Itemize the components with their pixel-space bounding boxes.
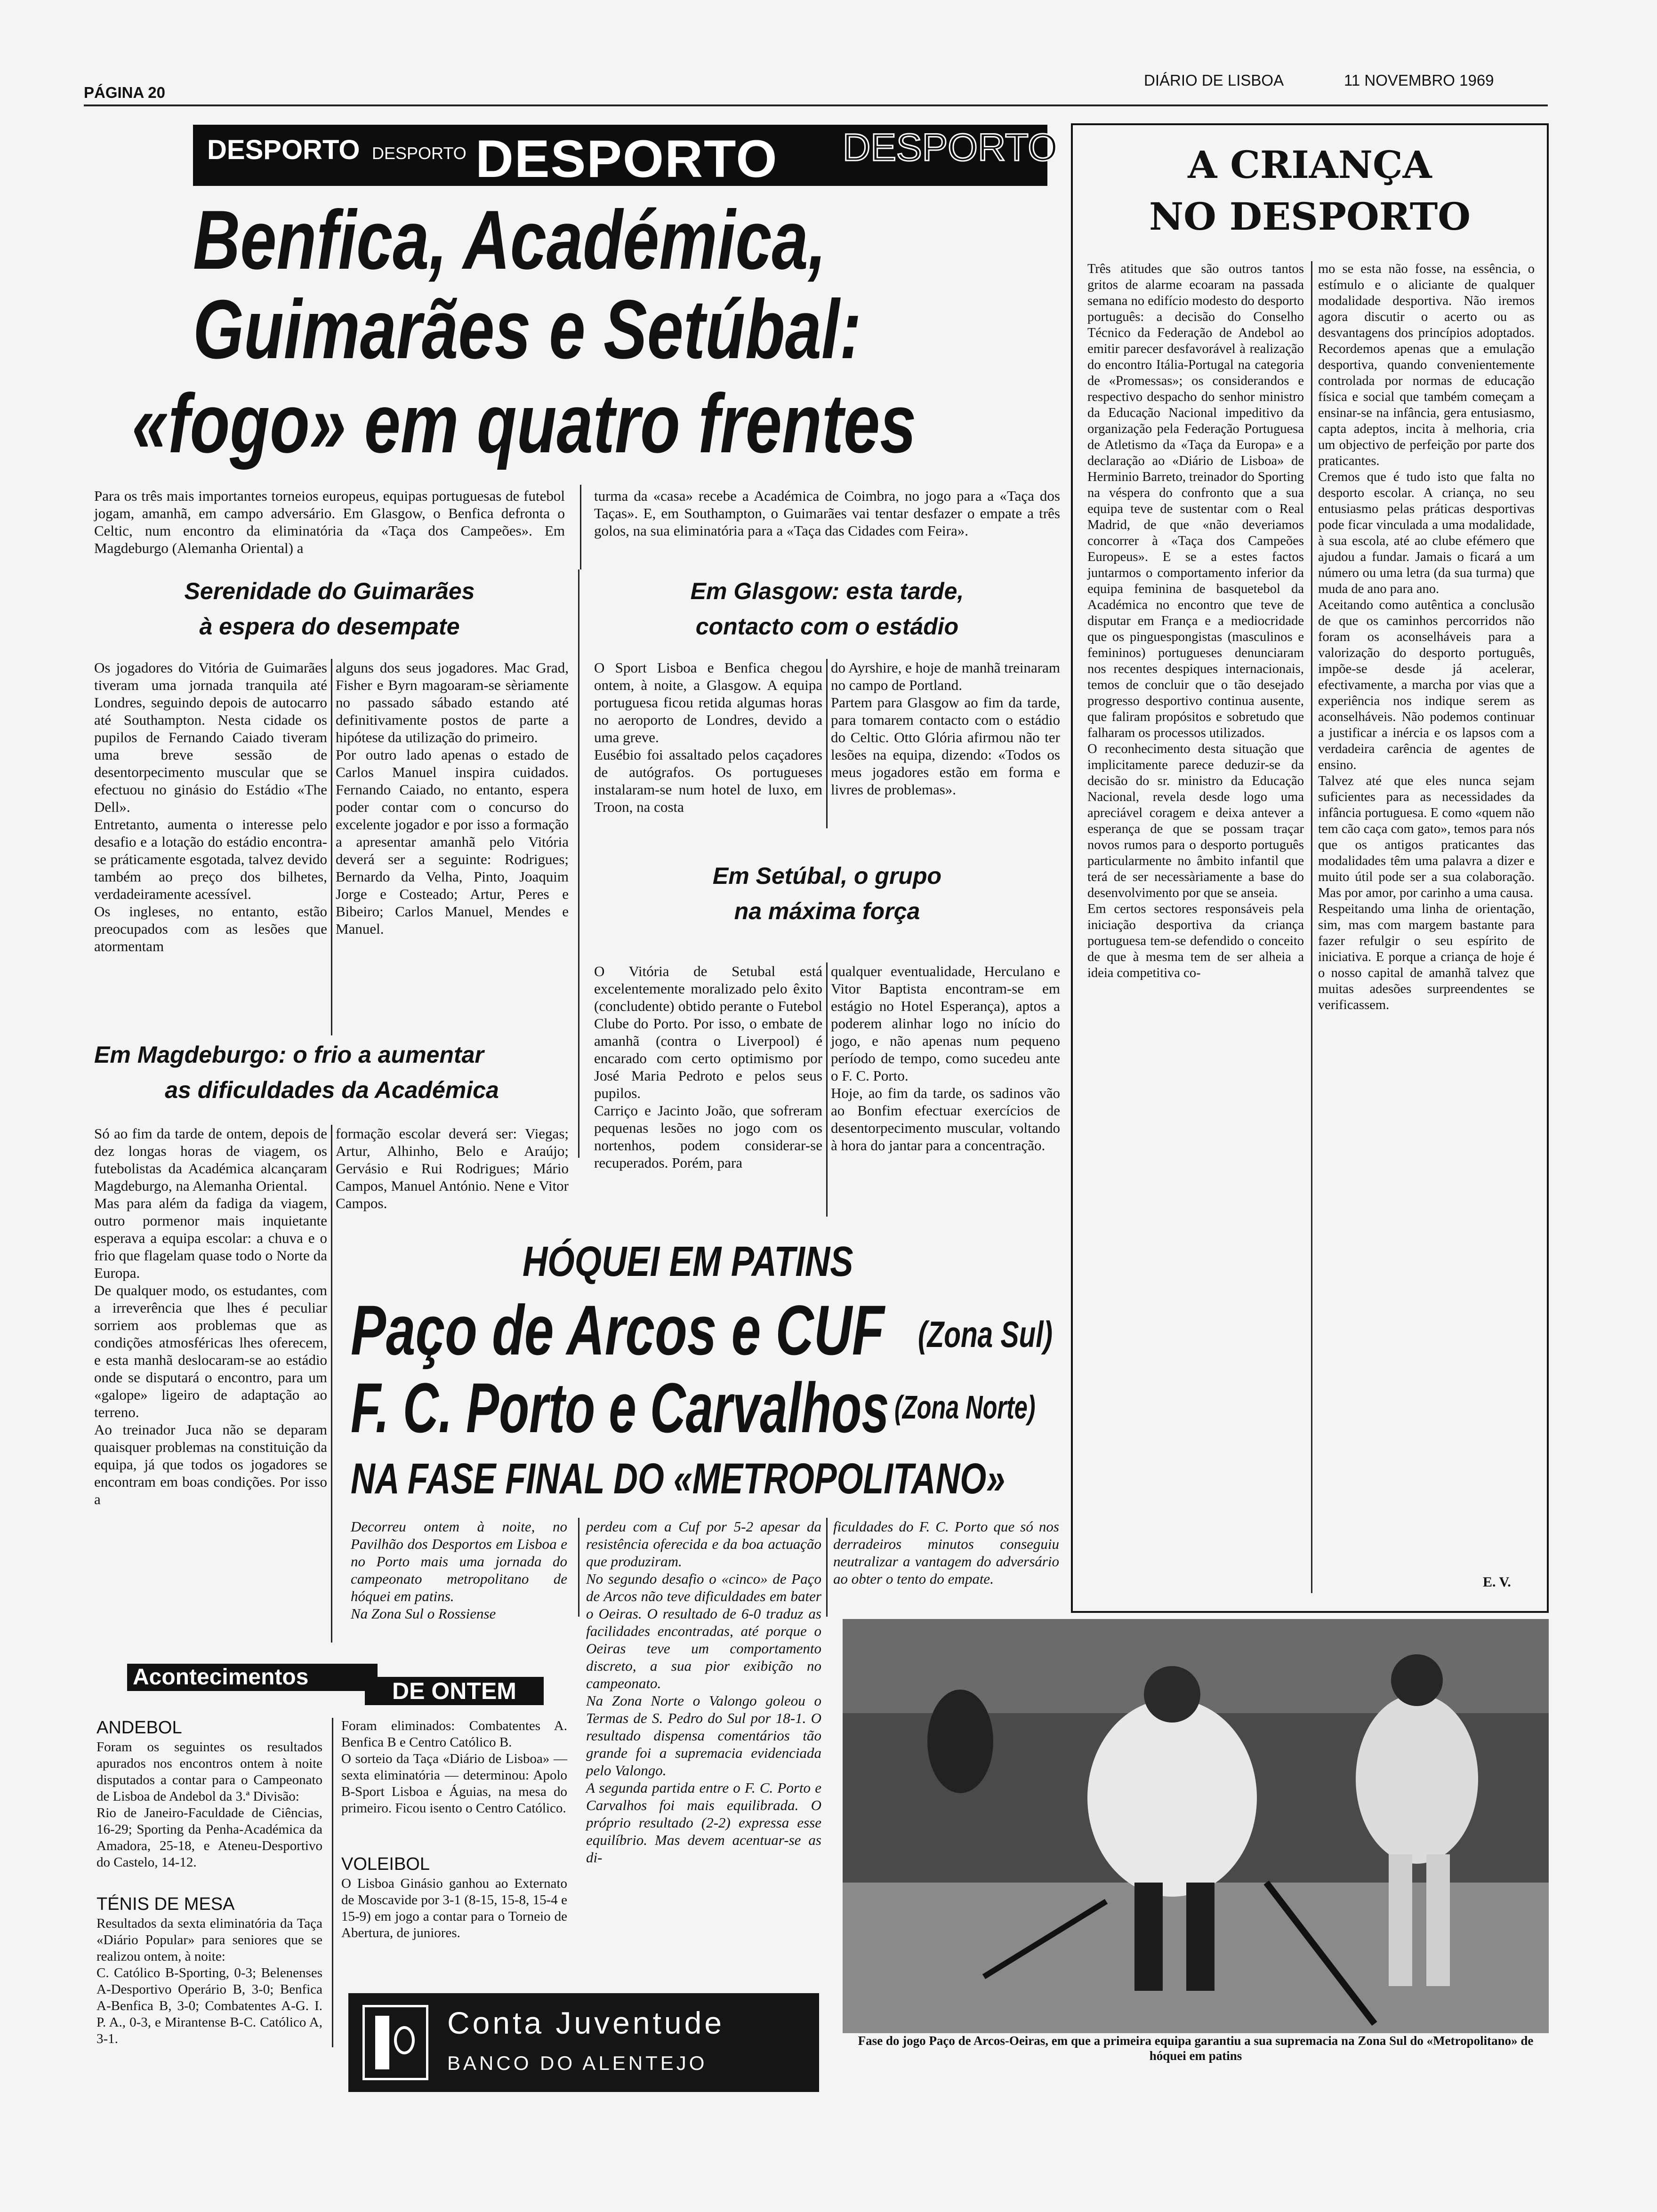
voleibol-text: O Lisboa Ginásio ganhou ao Externato de Moscavide por 3-1 (8-15, 15-8, 15-4 e 15-9) em jogo a contar para o Torneio de Abertura, de juniores.	[341, 1876, 567, 1940]
ad-headline: Conta Juventude	[447, 2005, 725, 2040]
banner-word-2: DESPORTO	[372, 144, 467, 163]
voleibol-heading: VOLEIBOL	[341, 1854, 430, 1874]
hoquei-zone-2: (Zona Norte)	[894, 1389, 1036, 1426]
tenis-text: Resultados da sexta eliminatória da Taça «Diário Popular» para seniores que se realizou ontem, à noite: C. Católico B-Sporting, 0-3; Belenenses A-Desportivo Operário B, 3-0; Benfica A-Benfica B, 3-0; Combatentes A-G. I. P. A., 0-3, e Mirantense B-C. Católico A, 3-1.	[97, 1916, 322, 2046]
setubal-col-2: qualquer eventualidade, Herculano e Vitor Baptista encontram-se em estágio no Hotel Esperança), aptos a poderem alinhar logo no início do jogo, e não apenas num pequeno período de tempo, como sucedeu ante o F. C. Porto. Hoje, ao fim da tarde, os sadinos vão ao Bonfim efectuar exercícios de desentorpecimento muscular, voltando à hora do jantar para a concentração.	[831, 963, 1060, 1154]
intro-right: turma da «casa» recebe a Académica de Coimbra, no jogo para a «Taça dos Taças». E, em Southampton, o Guimarães vai tentar desfazer o empate a três golos, na sua eliminatória para a «Taça das Cidades com Feira».	[594, 488, 1060, 539]
guimaraes-subhead-2: à espera do desempate	[199, 613, 460, 640]
hoquei-col-2: perdeu com a Cuf por 5-2 apesar da resistência oferecida e da boa actuação que produziram. No segundo desafio o «cinco» de Paço de Arcos não teve dificuldades em bater o Oeiras. O resultado de 6-0 traduz as facilidades encontradas, até porque o Oeiras teve um comportamento discreto, a sua pior exibição no campeonato. Na Zona Norte o Valongo goleou o Termas de S. Pedro do Sul por 18-1. O resultado dispensa comentários tão grande foi a supremacia evidenciada pelo Valongo. A segunda partida entre o F. C. Porto e Carvalhos foi mais equilibrada. O próprio resultado (2-2) expressa esse equilíbrio. Mas devem acentuar-se as di-	[586, 1518, 821, 1866]
andebol-heading: ANDEBOL	[97, 1718, 182, 1738]
glasgow-col-2: do Ayrshire, e hoje de manhã treinaram no campo de Portland. Partem para Glasgow ao fim da tarde, para tomarem contacto com o estádio do Celtic. Otto Glória afirmou não ter lesões na equipa, dizendo: «Todos os meus jogadores estão em forma e livres de problemas».	[831, 659, 1060, 798]
column-rule	[826, 659, 828, 828]
issue-date: 11 NOVEMBRO 1969	[1344, 72, 1494, 89]
intro-left: Para os três mais importantes torneios europeus, equipas portuguesas de futebol jogam, amanhã, em campo adversário. Em Glasgow, o Benfica defronta o Celtic, num encontro da eliminatória da «Taça dos Campeões». Em Magdeburgo (Alemanha Oriental) a	[94, 488, 565, 556]
column-rule	[578, 569, 579, 1158]
acontecimentos-title: Acontecimentos	[127, 1664, 378, 1691]
acontecimentos-col-2: Foram eliminados: Combatentes A. Benfica B e Centro Católico B. O sorteio da Taça «Diário de Lisboa» — sexta eliminatória — determinou: Apolo B-Sport Lisboa e Águias, na mesa do primeiro. Ficou isento o Centro Católico.	[341, 1718, 567, 1816]
headline-line-3: «fogo» em quatro frentes	[132, 377, 917, 470]
photo-caption: Fase do jogo Paço de Arcos-Oeiras, em que a primeira equipa garantiu a sua supremacia na Zona Sul do «Metropolitano» de hóquei em patins	[858, 2034, 1534, 2063]
magdeburgo-subhead-1: Em Magdeburgo: o frio a aumentar	[94, 1042, 484, 1068]
guimaraes-col-1: Os jogadores do Vitória de Guimarães tiveram uma jornada tranquila até Londres, seguindo depois de autocarro até Southampton. Nesta cidade os pupilos de Fernando Caiado tiveram uma breve sessão de desentorpecimento muscular que se efectuou no ginásio do Estádio «The Dell». Entretanto, aumenta o interesse pelo desafio e a lotação do estádio encontra-se práticamente esgotada, talvez devido também ao preço dos bilhetes, verdadeiramente acessível. Os ingleses, no entanto, estão preocupados com as lesões que atormentam	[94, 659, 327, 954]
section-banner	[193, 125, 1058, 188]
andebol-text: Foram os seguintes os resultados apurados nos encontros ontem à noite disputados a contar para o Campeonato de Lisboa de Andebol da 3.ª Divisão: Rio de Janeiro-Faculdade de Ciências, 16-29; Sporting da Penha-Académica da Amadora, 25-18, e Ateneu-Desportivo do Castelo, 14-12.	[97, 1739, 322, 1870]
column-rule	[331, 659, 332, 1035]
column-rule	[331, 1125, 332, 1643]
column-rule	[332, 1718, 333, 2047]
sidebar-signature: E. V.	[1483, 1574, 1511, 1590]
hoquei-line-1: Paço de Arcos e CUF	[351, 1290, 885, 1370]
column-rule	[578, 1518, 579, 1617]
hoquei-col-3: ficuldades do F. C. Porto que só nos derradeiros minutos conseguiu neutralizar a vantagem do adversário ao obter o tento do empate.	[833, 1518, 1059, 1587]
headline-line-2: Guimarães e Setúbal:	[193, 282, 861, 376]
hoquei-line-3: NA FASE FINAL DO «METROPOLITANO»	[351, 1455, 1005, 1503]
magdeburgo-subhead-2: as dificuldades da Académica	[165, 1077, 499, 1103]
tenis-heading: TÉNIS DE MESA	[97, 1894, 235, 1914]
hockey-players-illustration	[843, 1619, 1549, 2033]
intro-rule	[580, 485, 581, 569]
hoquei-col-1: Decorreu ontem à noite, no Pavilhão dos Desportos em Lisboa e no Porto mais uma jornada do campeonato metropolitano de hóquei em patins. Na Zona Sul o Rossiense	[351, 1518, 567, 1622]
column-rule	[826, 1518, 828, 1617]
sidebar-col-1: Três atitudes que são outros tantos gritos de alarme ecoaram na passada semana no edifício modesto do desporto português: a decisão do Conselho Técnico da Federação de Andebol ao emitir parecer desfavorável à realização do encontro Itália-Portugal na categoria de «Promessas»; os considerandos e respectivo despacho do senhor ministro da Educação Nacional impeditivo da organização pela Federação Portuguesa de Atletismo da «Taça da Europa» e a declaração ao «Diário de Lisboa» de Herminio Barreto, treinador do Sporting na véspera do confronto que a sua equipa teve de sustentar com o Real Madrid, de que «não deveriamos concorrer à «Taça dos Campeões Europeus». E se a estes factos juntarmos o comportamento inferior da equipa feminina de basquetebol da Académica no encontro que teve de disputar em França e a mediocridade que os pinguespongistas (masculinos e femininos) portugueses denunciaram nos recentes despiques internacionais, temos de concluir que o tão desejado progresso desportivo continua ausente, que faliram propósitos e sobretudo que falharam os processos utilizados. O reconhecimento desta situação que implicitamente parece deduzir-se da decisão do sr. ministro da Educação Nacional, revela desde logo uma apreciável coragem e deixa antever a esperança de que se possam traçar novos rumos para o desporto português particularmente no âmbito infantil que terá de ser necessàriamente a base do desenvolvimento por que se anseia. Em certos sectores responsáveis pela iniciação desportiva da criança portuguesa tem-se defendido o conceito de que à mesma tem de ser alheia a ideia competitiva co-	[1087, 262, 1304, 980]
glasgow-subhead-2: contacto com o estádio	[695, 613, 959, 640]
masthead-rule	[84, 104, 1548, 106]
sidebar-title-1: A CRIANÇA	[1188, 143, 1432, 187]
hoquei-line-2: F. C. Porto e Carvalhos	[351, 1368, 889, 1447]
column-rule	[826, 962, 828, 1217]
guimaraes-subhead-1: Serenidade do Guimarães	[184, 578, 475, 604]
setubal-col-1: O Vitória de Setubal está excelentemente moralizado pelo êxito (concludente) obtido perante o Futebol Clube do Porto. Por isso, o embate de amanhã (contra o Liverpool) é encarado com certo optimismo por José Maria Pedroto e pelos seus pupilos. Carriço e Jacinto João, que sofreram pequenas lesões no jogo com os nortenhos, podem considerar-se recuperados. Porém, para	[594, 963, 822, 1171]
guimaraes-col-2: alguns dos seus jogadores. Mac Grad, Fisher e Byrn magoaram-se sèriamente no passado sábado estando até definitivamente postos de parte a hipótese da utilização do primeiro. Por outro lado apenas o estado de Carlos Manuel inspira cuidados. Fernando Caiado, no entanto, espera poder contar com o concurso do excelente jogador e por isso a formação a apresentar amanhã pelo Vitória deverá ser a seguinte: Rodrigues; Bernardo da Velha, Pinto, Joaquim Jorge e Costeado; Artur, Peres e Bibeiro; Carlos Manuel, Mendes e Manuel.	[336, 659, 569, 937]
banner-word-4: DESPORTO	[843, 126, 1058, 169]
acontecimentos-subtitle: DE ONTEM	[365, 1677, 544, 1705]
hoquei-zone-1: (Zona Sul)	[918, 1314, 1053, 1355]
bank-logo-icon	[362, 2005, 428, 2080]
headline-line-1: Benfica, Académica,	[193, 193, 827, 287]
column-rule	[1311, 261, 1312, 1593]
sidebar-title-2: NO DESPORTO	[1149, 194, 1471, 239]
banner-word-1: DESPORTO	[207, 135, 360, 165]
hoquei-title: HÓQUEI EM PATINS	[523, 1238, 853, 1285]
newspaper-name: DIÁRIO DE LISBOA	[1144, 72, 1284, 89]
acontecimentos-banner	[127, 1664, 541, 1704]
setubal-subhead-2: na máxima força	[734, 898, 920, 924]
sidebar-col-2: mo se esta não fosse, na essência, o estímulo e o aliciante de qualquer modalidade desportiva. Não iremos agora discutir o acerto ou as desvantagens dos princípios adoptados. Recordemos apenas que a emulação desportiva, quando convenientemente controlada por normas de educação física e social que também começam a ensinar-se na infância, gera entusiasmo, capta adeptos, incita à melhoria, cria um objectivo de perfeição por parte dos praticantes. Cremos que é tudo isto que falta no desporto escolar. A criança, no seu entusiasmo pelas práticas desportivas pode ficar vinculada a uma modalidade, à sua escola, até ao clube efémero que ajudou a fundar. Jamais o ficará a um número ou uma letra (da sua turma) que muda de ano para ano. Aceitando como autêntica a conclusão de que os caminhos percorridos não foram os aconselháveis para a valorização do desporto português, impõe-se desde já acelerar, efectivamente, a marcha por vias que a experiência nos indique serem as aconselháveis. Não podemos continuar a justificar a inércia e os lapsos com a verdadeira carência de agentes de ensino. Talvez até que eles nunca sejam suficientes para as necessidades da infância portuguesa. E como «quem não tem cão caça com gato», temos para nós que os antigos praticantes das modalidades têm uma palavra a dizer e muito útil pode ser a sua colaboração. Mas por amor, por carinho a uma causa. Respeitando uma linha de orientação, sim, mas com margem bastante para fazer refulgir o seu espírito de iniciativa. E porque a criança de hoje é o nosso capital de amanhã talvez que muitas adesões surpreendentes se verificassem.	[1318, 262, 1535, 1012]
ad-bank-name: BANCO DO ALENTEJO	[447, 2052, 708, 2074]
magdeburgo-col-2: formação escolar deverá ser: Viegas; Artur, Alhinho, Belo e Araújo; Gervásio e Rui Rodrigues; Mário Campos, Manuel António. Nene e Vitor Campos.	[336, 1125, 569, 1211]
glasgow-subhead-1: Em Glasgow: esta tarde,	[690, 578, 964, 604]
hockey-photo	[843, 1619, 1549, 2033]
banner-word-3: DESPORTO	[475, 129, 778, 188]
bank-advertisement	[348, 1993, 819, 2092]
magdeburgo-col-1: Só ao fim da tarde de ontem, depois de dez longas horas de viagem, os futebolistas da Académica alcançaram Magdeburgo, na Alemanha Oriental. Mas para além da fadiga da viagem, outro pormenor mais inquietante esperava a equipa escolar: a chuva e o frio que flagelam quase todo o Norte da Europa. De qualquer modo, os estudantes, com a irreverência que lhes é peculiar sorriem aos problemas que as condições atmosféricas lhes oferecem, e esta manhã deslocaram-se ao estádio onde se disputará o encontro, para um «galope» ligeiro de adaptação ao terreno. Ao treinador Juca não se deparam quaisquer problemas na constituição da equipa, já que todos os jogadores se encontram em boas condições. Por isso a	[94, 1125, 327, 1507]
page-number: PÁGINA 20	[84, 84, 165, 101]
glasgow-col-1: O Sport Lisboa e Benfica chegou ontem, à noite, a Glasgow. A equipa portuguesa ficou retida algumas horas no aeroporto de Londres, devido a uma greve. Eusébio foi assaltado pelos caçadores de autógrafos. Os portugueses instalaram-se num hotel de luxo, em Troon, na costa	[594, 659, 822, 815]
setubal-subhead-1: Em Setúbal, o grupo	[712, 863, 942, 889]
